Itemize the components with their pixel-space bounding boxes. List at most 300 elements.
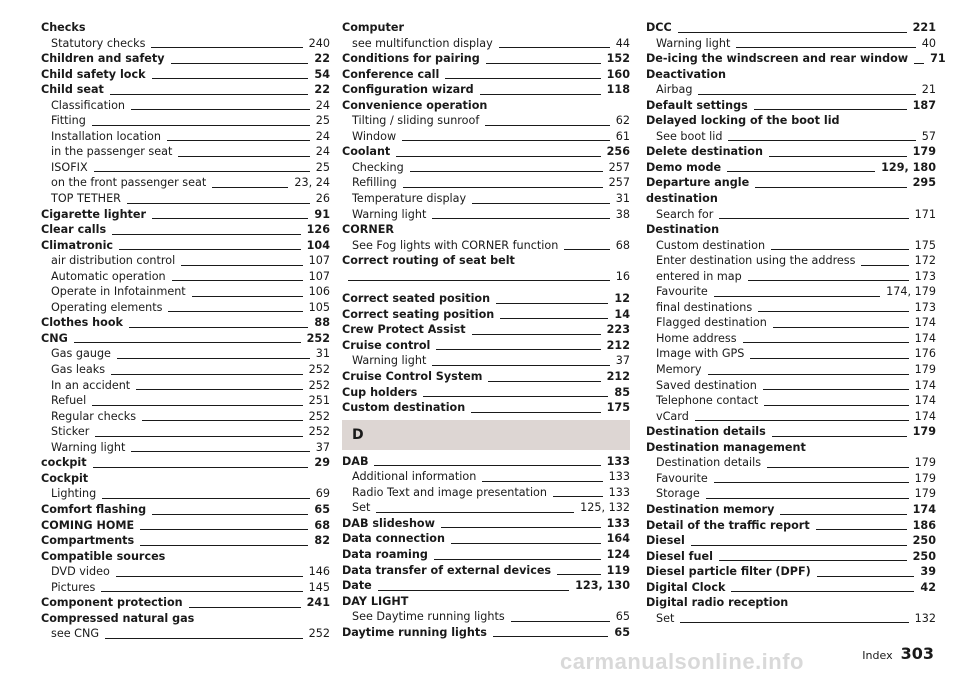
entry-term: in the passenger seat [51, 145, 173, 159]
entry-page-ref[interactable]: 85 [614, 385, 630, 399]
entry-term: Regular checks [51, 409, 137, 423]
entry-page-ref[interactable]: 174 [914, 394, 936, 408]
entry-page-ref[interactable]: 179 [912, 145, 936, 159]
index-subentry [646, 331, 936, 347]
entry-term: Memory [656, 363, 702, 377]
entry-page-ref[interactable]: 124 [606, 547, 630, 561]
entry-term: Convenience operation [342, 98, 488, 112]
entry-page-ref[interactable]: 21 [921, 83, 936, 97]
entry-page-ref[interactable]: 106 [308, 285, 330, 299]
leader-line [168, 311, 302, 312]
leader-line [493, 636, 609, 637]
entry-term: Fitting [51, 114, 86, 128]
index-entry [646, 51, 946, 67]
leader-line [136, 389, 302, 390]
index-subentry [41, 393, 330, 409]
leader-line [172, 280, 303, 281]
entry-page-ref[interactable]: 146 [308, 565, 330, 579]
entry-page-ref[interactable]: 65 [614, 625, 630, 639]
entry-page-ref[interactable]: 175 [914, 238, 936, 252]
leader-line [731, 591, 914, 592]
index-subentry [41, 160, 330, 176]
entry-term: Climatronic [41, 238, 114, 252]
entry-page-ref[interactable]: 23, 24 [294, 176, 330, 190]
entry-page-ref[interactable]: 171 [914, 207, 936, 221]
entry-page-ref[interactable]: 25 [315, 160, 330, 174]
entry-term: Default settings [646, 98, 748, 112]
index-entry [342, 454, 630, 470]
entry-term: Checking [352, 160, 404, 174]
index-subentry [646, 346, 936, 362]
entry-term: Component protection [41, 596, 183, 610]
leader-line [434, 559, 601, 560]
entry-page-ref[interactable]: 69 [315, 487, 330, 501]
leader-line [432, 365, 609, 366]
entry-page-ref[interactable]: 24 [315, 129, 330, 143]
leader-line [436, 349, 600, 350]
entry-page-ref[interactable]: 179 [914, 456, 936, 470]
leader-line [728, 140, 915, 141]
entry-term: In an accident [51, 378, 131, 392]
leader-line [432, 218, 609, 219]
leader-line [171, 63, 309, 64]
entry-page-ref[interactable]: 107 [308, 269, 330, 283]
entry-term: Cigarette lighter [41, 207, 146, 221]
entry-page-ref[interactable]: 145 [308, 580, 330, 594]
entry-page-ref[interactable]: 241 [306, 596, 330, 610]
entry-page-ref[interactable]: 252 [308, 409, 330, 423]
entry-term: Search for [656, 207, 714, 221]
entry-page-ref[interactable]: 12 [614, 292, 630, 306]
entry-term: Cup holders [342, 385, 418, 399]
entry-term: CORNER [342, 223, 394, 237]
entry-term: Diesel particle filter (DPF) [646, 565, 811, 579]
entry-page-ref[interactable]: 221 [912, 21, 936, 34]
entry-page-ref[interactable]: 132 [914, 611, 936, 625]
entry-term: Daytime running lights [342, 625, 487, 639]
index-subentry [646, 611, 936, 627]
entry-term: Flagged destination [656, 316, 767, 330]
index-entry [342, 338, 630, 354]
entry-page-ref[interactable]: 174 [914, 409, 936, 423]
index-entry [342, 369, 630, 385]
leader-line [92, 405, 302, 406]
entry-page-ref[interactable]: 173 [914, 269, 936, 283]
index-entry [342, 516, 630, 532]
index-subentry [41, 424, 330, 440]
index-entry [342, 291, 630, 307]
entry-term: Warning light [656, 36, 731, 50]
entry-page-ref[interactable]: 212 [606, 338, 630, 352]
index-subentry [646, 253, 936, 269]
index-entry [646, 20, 936, 36]
index-entry [41, 315, 330, 331]
entry-term: Destination memory [646, 502, 775, 516]
entry-page-ref[interactable]: 126 [306, 223, 330, 237]
entry-term: Delete destination [646, 145, 763, 159]
index-entry [646, 518, 936, 534]
leader-line [152, 514, 308, 515]
entry-term: Detail of the traffic report [646, 518, 810, 532]
entry-page-ref[interactable]: 118 [606, 83, 630, 97]
entry-page-ref[interactable]: 88 [314, 316, 330, 330]
entry-page-ref[interactable]: 257 [608, 176, 630, 190]
entry-term: Destination details [646, 425, 766, 439]
index-entry [41, 67, 330, 83]
entry-page-ref[interactable]: 54 [314, 67, 330, 81]
entry-page-ref[interactable]: 256 [606, 145, 630, 159]
entry-term: Custom destination [656, 238, 766, 252]
entry-term: Statutory checks [51, 36, 146, 50]
entry-page-ref[interactable]: 107 [308, 254, 330, 268]
index-entry [342, 82, 630, 98]
entry-page-ref[interactable]: 25 [315, 114, 330, 128]
entry-page-ref[interactable]: 212 [606, 370, 630, 384]
leader-line [178, 156, 309, 157]
entry-page-ref[interactable]: 186 [912, 518, 936, 532]
entry-page-ref[interactable]: 22 [314, 83, 330, 97]
index-subentry [646, 393, 936, 409]
entry-term: Window [352, 129, 397, 143]
leader-line [402, 140, 610, 141]
entry-term: DCC [646, 21, 672, 34]
leader-line [93, 467, 309, 468]
index-entry [41, 533, 330, 549]
entry-term: DVD video [51, 565, 110, 579]
entry-term: ISOFIX [51, 160, 88, 174]
entry-page-ref[interactable]: 42 [920, 580, 936, 594]
entry-page-ref[interactable]: 37 [615, 354, 630, 368]
entry-term: Diesel [646, 534, 685, 548]
entry-page-ref[interactable]: 179 [914, 471, 936, 485]
entry-page-ref[interactable]: 172 [914, 254, 936, 268]
entry-page-ref[interactable]: 174 [914, 331, 936, 345]
leader-line [105, 638, 303, 639]
index-subentry [342, 485, 630, 501]
leader-line [111, 374, 303, 375]
index-entry [342, 563, 630, 579]
leader-line [708, 374, 909, 375]
entry-page-ref[interactable]: 295 [912, 176, 936, 190]
leader-line [472, 334, 601, 335]
entry-page-ref[interactable]: 37 [315, 440, 330, 454]
leader-line [914, 63, 924, 64]
leader-line [706, 498, 909, 499]
entry-page-ref[interactable]: 31 [615, 192, 630, 206]
index-subentry [41, 626, 330, 642]
index-entry [646, 564, 936, 580]
leader-line [767, 467, 909, 468]
leader-line [488, 381, 600, 382]
leader-line [116, 576, 303, 577]
index-entry [41, 471, 330, 487]
leader-line [167, 140, 310, 141]
leader-line [750, 358, 908, 359]
entry-term: Warning light [352, 207, 427, 221]
index-group-c-continued [342, 20, 630, 416]
entry-page-ref[interactable]: 240 [308, 36, 330, 50]
index-subentry [646, 486, 936, 502]
leader-line [101, 591, 302, 592]
entry-page-ref[interactable]: 174 [912, 502, 936, 516]
entry-term: air distribution control [51, 254, 176, 268]
leader-line [557, 574, 601, 575]
entry-page-ref[interactable]: 62 [615, 114, 630, 128]
entry-page-ref[interactable]: 250 [912, 549, 936, 563]
entry-page-ref[interactable]: 252 [308, 363, 330, 377]
leader-line [403, 187, 603, 188]
entry-page-ref[interactable]: 160 [606, 67, 630, 81]
entry-page-ref[interactable]: 252 [306, 331, 330, 345]
entry-term: vCard [656, 409, 689, 423]
index-subentry [646, 36, 936, 52]
entry-term: Favourite [656, 285, 708, 299]
entry-page-ref[interactable]: 252 [308, 378, 330, 392]
index-subentry [342, 113, 630, 129]
entry-page-ref[interactable]: 24 [315, 98, 330, 112]
entry-page-ref[interactable]: 29 [314, 456, 330, 470]
leader-line [771, 249, 909, 250]
entry-term: See Daytime running lights [352, 610, 505, 624]
entry-term: Image with GPS [656, 347, 745, 361]
entry-term: destination [646, 192, 718, 206]
entry-page-ref[interactable]: 65 [615, 610, 630, 624]
entry-term: Child seat [41, 83, 104, 97]
entry-page-ref[interactable]: 16 [615, 269, 630, 283]
index-subentry [41, 300, 330, 316]
entry-page-ref[interactable]: 257 [608, 160, 630, 174]
entry-term: Comfort flashing [41, 502, 147, 516]
entry-page-ref[interactable]: 175 [606, 401, 630, 415]
index-entry [342, 531, 630, 547]
leader-line [678, 32, 907, 33]
index-subentry [342, 353, 630, 369]
leader-line [140, 529, 308, 530]
entry-term: Clear calls [41, 223, 107, 237]
index-subentry [342, 191, 630, 207]
index-subentry [41, 129, 330, 145]
entry-term: DAB slideshow [342, 516, 435, 530]
entry-page-ref[interactable]: 133 [608, 470, 630, 484]
leader-line [736, 47, 915, 48]
index-subentry [646, 207, 936, 223]
entry-page-ref[interactable]: 223 [606, 323, 630, 337]
index-entry [41, 238, 330, 254]
entry-page-ref[interactable]: 71 [930, 52, 946, 66]
entry-page-ref[interactable]: 133 [606, 454, 630, 468]
index-subentry [342, 500, 630, 516]
entry-term: Child safety lock [41, 67, 146, 81]
index-entry [41, 518, 330, 534]
index-column-3 [646, 20, 946, 626]
index-subentry [41, 440, 330, 456]
entry-page-ref[interactable]: 123, 130 [575, 579, 630, 593]
entry-term: Date [342, 579, 372, 593]
leader-line [152, 78, 309, 79]
index-entry [342, 594, 630, 610]
index-group-d [342, 454, 630, 641]
index-subentry [41, 191, 330, 207]
index-column-1 [41, 20, 330, 642]
entry-term: Checks [41, 21, 86, 34]
leader-line [152, 218, 308, 219]
index-entry [342, 578, 630, 594]
leader-line [181, 265, 302, 266]
entry-term: Data roaming [342, 547, 428, 561]
entry-page-ref[interactable]: 125, 132 [580, 501, 630, 515]
entry-term: Correct routing of seat belt [342, 254, 515, 268]
entry-term: Departure angle [646, 176, 750, 190]
entry-page-ref[interactable]: 38 [615, 207, 630, 221]
entry-page-ref[interactable]: 68 [615, 238, 630, 252]
entry-page-ref[interactable]: 152 [606, 52, 630, 66]
leader-line [102, 498, 310, 499]
entry-page-ref[interactable]: 133 [606, 516, 630, 530]
leader-line [680, 622, 908, 623]
entry-term: Airbag [656, 83, 693, 97]
entry-term: Lighting [51, 487, 97, 501]
index-entry [646, 549, 936, 565]
index-subentry [41, 564, 330, 580]
index-subentry [646, 82, 936, 98]
entry-term: Destination details [656, 456, 762, 470]
entry-term: Compatible sources [41, 549, 166, 563]
leader-line [131, 109, 310, 110]
entry-term: Diesel fuel [646, 549, 713, 563]
entry-page-ref[interactable]: 14 [614, 307, 630, 321]
entry-page-ref[interactable]: 44 [615, 36, 630, 50]
entry-page-ref[interactable]: 252 [308, 627, 330, 641]
entry-page-ref[interactable]: 133 [608, 485, 630, 499]
leader-line [816, 529, 907, 530]
entry-page-ref[interactable]: 68 [314, 518, 330, 532]
index-entry [342, 253, 630, 269]
entry-page-ref[interactable]: 39 [920, 565, 936, 579]
index-subentry [41, 98, 330, 114]
index-subentry [646, 238, 936, 254]
entry-page-ref[interactable]: 91 [314, 207, 330, 221]
entry-page-ref[interactable]: 179 [914, 487, 936, 501]
index-subentry [342, 238, 630, 254]
entry-page-ref[interactable]: 179 [912, 425, 936, 439]
leader-line [482, 481, 602, 482]
leader-line [423, 396, 608, 397]
index-subentry [646, 455, 936, 471]
entry-term: Data transfer of external devices [342, 563, 552, 577]
entry-page-ref[interactable]: 250 [912, 534, 936, 548]
entry-page-ref[interactable]: 251 [308, 394, 330, 408]
leader-line [142, 420, 303, 421]
entry-page-ref[interactable]: 164 [606, 532, 630, 546]
entry-page-ref[interactable]: 31 [315, 347, 330, 361]
entry-term: Delayed locking of the boot lid [646, 114, 840, 128]
leader-line [817, 576, 915, 577]
leader-line [140, 545, 308, 546]
entry-term: DAY LIGHT [342, 594, 409, 608]
entry-page-ref[interactable]: 119 [606, 563, 630, 577]
entry-term: De-icing the windscreen and rear window [646, 52, 909, 66]
index-entry [646, 440, 936, 456]
index-subentry [41, 409, 330, 425]
entry-term: Cockpit [41, 471, 89, 485]
entry-page-ref[interactable]: 174, 179 [886, 285, 936, 299]
leader-line [212, 187, 288, 188]
entry-page-ref[interactable]: 22 [314, 52, 330, 66]
leader-line [714, 296, 880, 297]
leader-line [348, 280, 610, 281]
leader-line [74, 342, 301, 343]
leader-line [511, 621, 610, 622]
entry-page-ref[interactable]: 57 [921, 129, 936, 143]
index-entry [342, 20, 630, 36]
index-entry [342, 322, 630, 338]
index-entry [342, 625, 630, 641]
index-subentry [646, 471, 936, 487]
entry-term: Correct seated position [342, 292, 491, 306]
entry-page-ref[interactable]: 26 [315, 192, 330, 206]
index-subentry [41, 580, 330, 596]
entry-page-ref[interactable]: 105 [308, 300, 330, 314]
leader-line [472, 203, 610, 204]
index-entry [646, 424, 936, 440]
index-subentry [342, 129, 630, 145]
index-subentry [41, 175, 330, 191]
entry-page-ref[interactable]: 173 [914, 300, 936, 314]
entry-page-ref[interactable]: 176 [914, 347, 936, 361]
entry-page-ref[interactable]: 179 [914, 363, 936, 377]
entry-page-ref[interactable]: 24 [315, 145, 330, 159]
entry-term: Tilting / sliding sunroof [352, 114, 480, 128]
leader-line [553, 496, 603, 497]
index-entry [342, 144, 630, 160]
entry-page-ref[interactable]: 65 [314, 502, 330, 516]
entry-page-ref[interactable]: 129, 180 [881, 160, 936, 174]
leader-line [127, 203, 310, 204]
leader-line [743, 342, 909, 343]
entry-page-ref[interactable]: 40 [921, 36, 936, 50]
index-subentry [41, 36, 330, 52]
leader-line [764, 405, 908, 406]
entry-term: Operating elements [51, 300, 163, 314]
leader-line [758, 311, 908, 312]
entry-term: CNG [41, 331, 68, 345]
index-subentry [41, 486, 330, 502]
entry-page-ref[interactable]: 174 [914, 378, 936, 392]
entry-page-ref[interactable]: 252 [308, 425, 330, 439]
index-subentry [342, 175, 630, 191]
entry-term: Conditions for pairing [342, 52, 480, 66]
entry-term: Compartments [41, 534, 135, 548]
index-entry [41, 595, 330, 611]
entry-page-ref[interactable]: 174 [914, 316, 936, 330]
leader-line [486, 63, 601, 64]
leader-line [445, 78, 600, 79]
leader-line [719, 218, 908, 219]
index-entry [41, 502, 330, 518]
entry-term: Gas gauge [51, 347, 111, 361]
entry-page-ref[interactable]: 104 [306, 238, 330, 252]
leader-line [112, 234, 301, 235]
watermark: carmanualsonline.info [560, 649, 804, 674]
entry-page-ref[interactable]: 82 [314, 534, 330, 548]
index-entry [646, 595, 936, 611]
index-entry [646, 67, 936, 83]
entry-page-ref[interactable]: 187 [912, 98, 936, 112]
entry-page-ref[interactable]: 61 [615, 129, 630, 143]
leader-line [748, 280, 909, 281]
entry-term: Storage [656, 487, 700, 501]
index-subentry [646, 362, 936, 378]
